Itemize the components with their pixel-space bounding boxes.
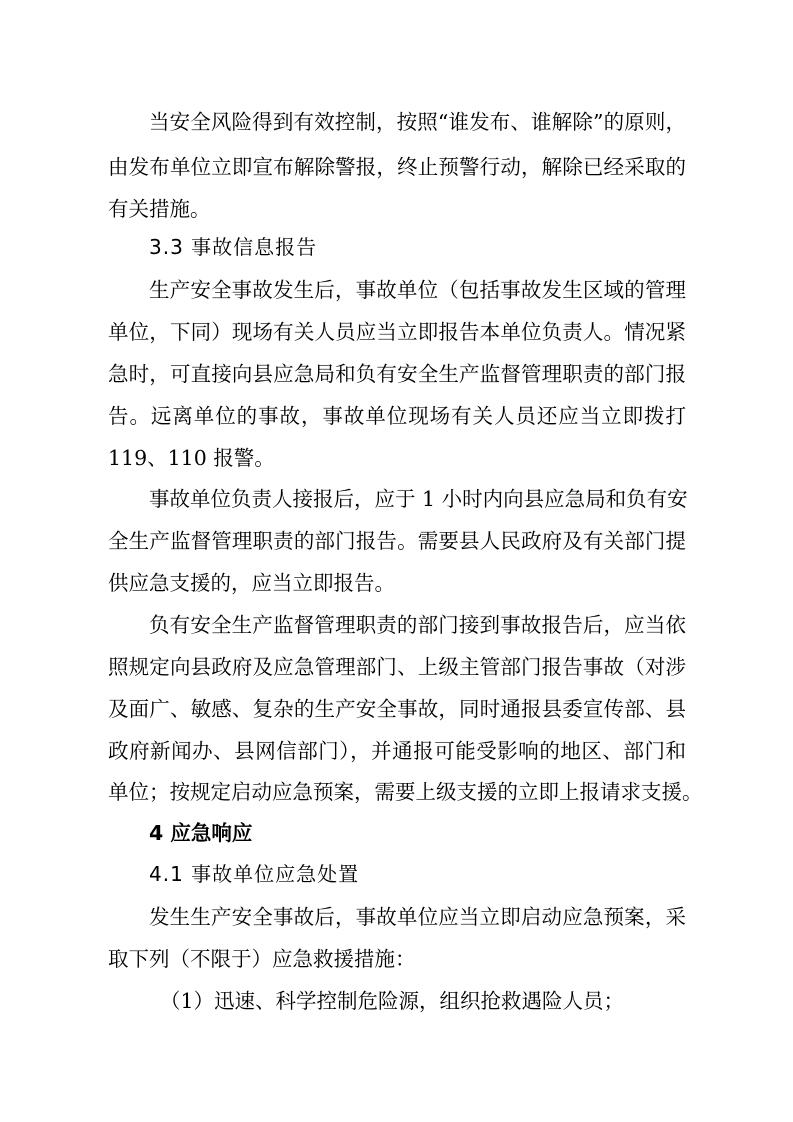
paragraph-line: 事故单位负责人接报后，应于 1 小时内向县应急局和负有安 [149, 487, 688, 511]
paragraph-line: 由发布单位立即宣布解除警报，终止预警行动，解除已经采取的 [108, 155, 686, 179]
paragraph-line: 发生生产安全事故后，事故单位应当立即启动应急预案，采 [149, 905, 686, 929]
list-item: （1）迅速、科学控制危险源，组织抢救遇险人员； [160, 989, 625, 1013]
paragraph-line: 当安全风险得到有效控制，按照“谁发布、谁解除”的原则， [149, 110, 686, 134]
paragraph-line: 全生产监督管理职责的部门报告。需要县人民政府及有关部门提 [108, 529, 686, 553]
section-heading-4-1: 4.1 事故单位应急处置 [149, 862, 360, 886]
section-heading-3-3: 3.3 事故信息报告 [149, 235, 318, 259]
paragraph-line: 取下列（不限于）应急救援措施： [108, 947, 416, 971]
paragraph-line: 负有安全生产监督管理职责的部门接到事故报告后，应当依 [149, 613, 686, 637]
paragraph-line: 告。远离单位的事故，事故单位现场有关人员还应当立即拨打 [108, 404, 686, 428]
paragraph-line: 单位；按规定启动应急预案，需要上级支援的立即上报请求支援。 [108, 780, 703, 804]
paragraph-line: 急时，可直接向县应急局和负有安全生产监督管理职责的部门报 [108, 362, 686, 386]
paragraph-line: 照规定向县政府及应急管理部门、上级主管部门报告事故（对涉 [108, 655, 686, 679]
paragraph-line: 及面广、敏感、复杂的生产安全事故，同时通报县委宣传部、县 [108, 697, 686, 721]
paragraph-line: 供应急支援的，应当立即报告。 [108, 571, 395, 595]
paragraph-line: 政府新闻办、县网信部门），并通报可能受影响的地区、部门和 [108, 739, 686, 763]
paragraph-line: 单位，下同）现场有关人员应当立即报告本单位负责人。情况紧 [108, 320, 686, 344]
paragraph-line: 生产安全事故发生后，事故单位（包括事故发生区域的管理 [149, 278, 686, 302]
paragraph-line: 119、110 报警。 [108, 446, 275, 470]
section-heading-4: 4 应急响应 [149, 821, 253, 845]
paragraph-line: 有关措施。 [108, 197, 211, 221]
